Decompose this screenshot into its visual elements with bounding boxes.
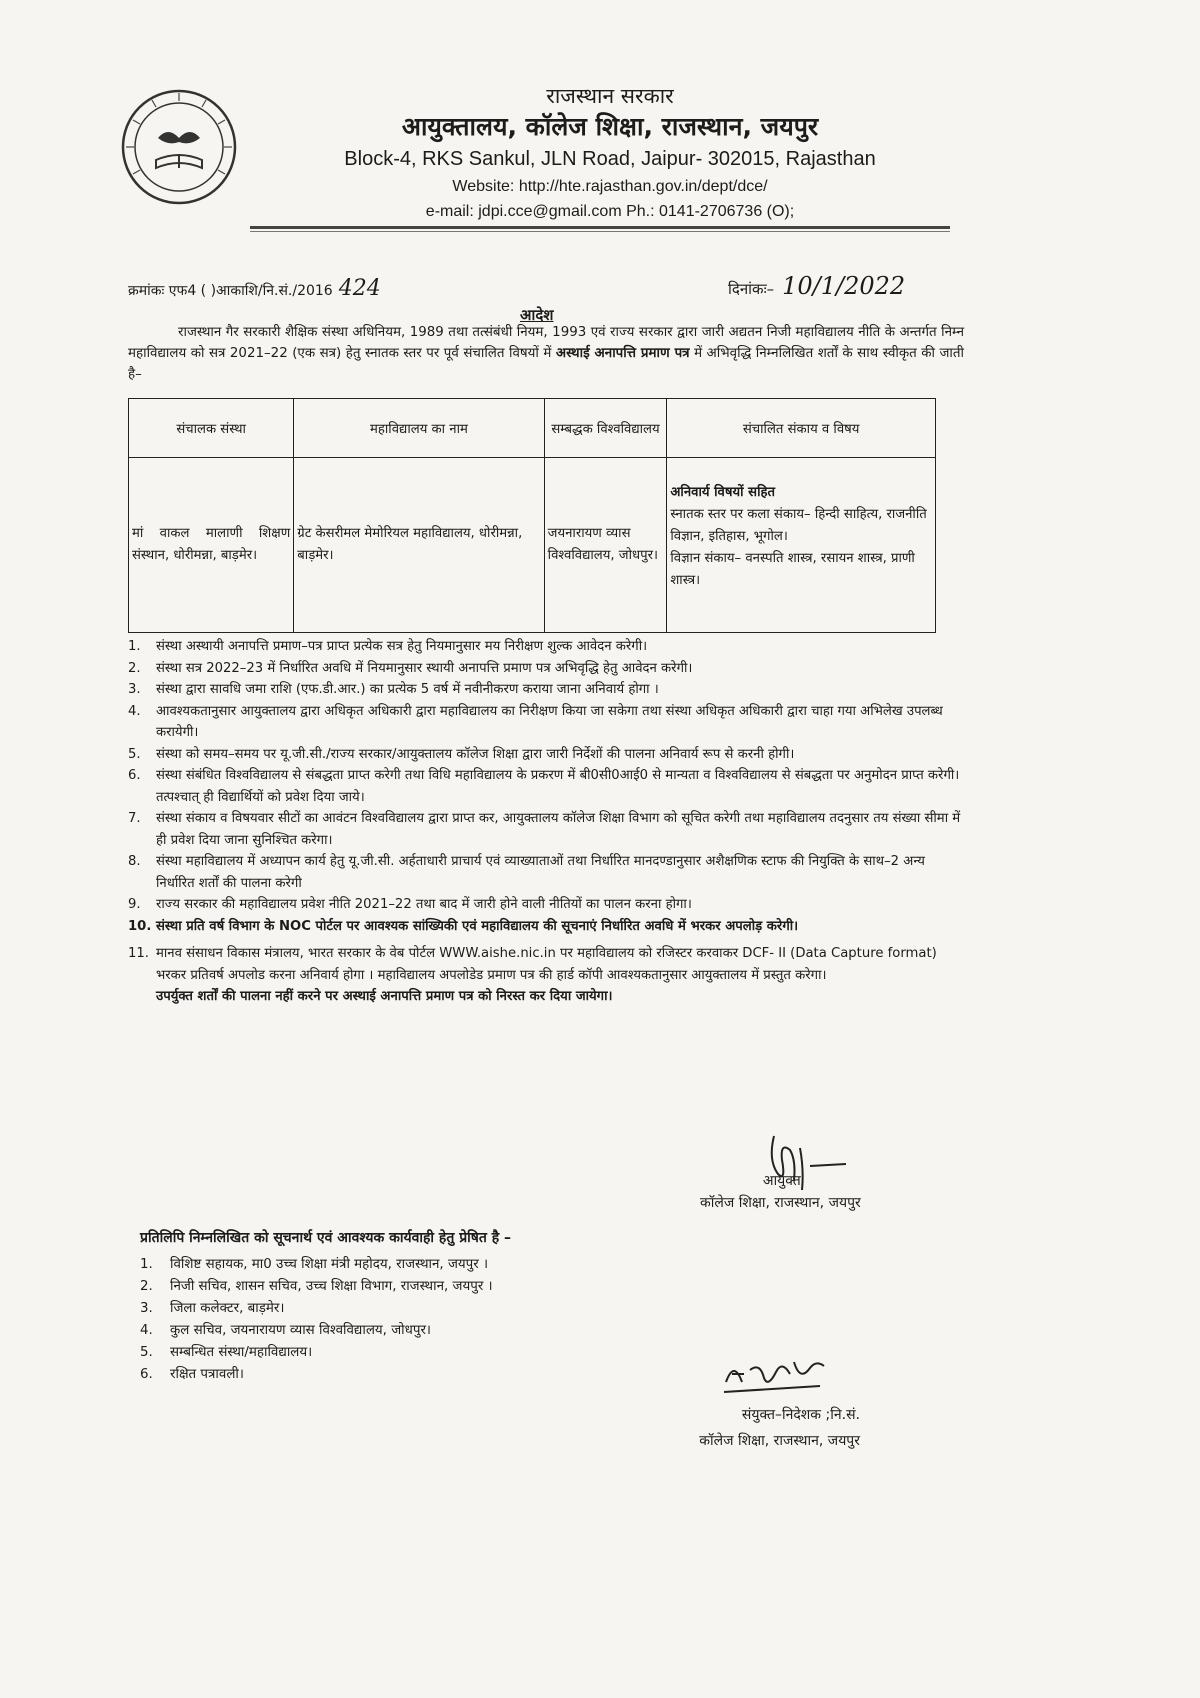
item-number: 6. xyxy=(128,768,141,783)
government-name: राजस्थान सरकार xyxy=(546,84,674,108)
item-text: जिला कलेक्टर, बाड़मेर। xyxy=(170,1301,285,1316)
item-text: सम्बन्धित संस्था/महाविद्यालय। xyxy=(170,1345,313,1360)
item-text: रक्षित पत्रावली। xyxy=(170,1367,244,1382)
order-title: आदेश xyxy=(520,306,554,324)
date-handwritten: 10/1/2022 xyxy=(782,272,906,300)
order-date xyxy=(728,272,905,300)
signatory2-office: कॉलेज शिक्षा, राजस्थान, जयपुर xyxy=(699,1433,860,1449)
item-text: संस्था द्वारा सावधि जमा राशि (एफ.डी.आर.) का प्रत्येक 5 वर्ष में नवीनीकरण कराया जाना अनिवार्य होगा । xyxy=(156,682,659,697)
college-details-table xyxy=(128,398,936,633)
list-item xyxy=(140,1298,493,1320)
list-item xyxy=(140,1342,493,1364)
item-number: 5. xyxy=(140,1345,153,1360)
list-item xyxy=(128,658,964,680)
joint-director-signature-icon xyxy=(720,1352,830,1398)
copy-heading: प्रतिलिपि निम्नलिखित को सूचनार्थ एवं आवश्यक कार्यवाही हेतु प्रेषित है – xyxy=(140,1230,512,1246)
commissioner-designation xyxy=(700,1170,861,1214)
header-divider-thin xyxy=(250,231,950,232)
joint-director-designation xyxy=(600,1402,860,1454)
item-number: 8. xyxy=(128,854,141,869)
signatory1-office: कॉलेज शिक्षा, राजस्थान, जयपुर xyxy=(700,1195,861,1211)
item-number: 11. xyxy=(128,946,149,961)
reference-label: क्रमांकः एफ4 ( )आकाशि/नि.सं./2016 xyxy=(128,283,333,299)
item-text: निजी सचिव, शासन सचिव, उच्च शिक्षा विभाग, राजस्थान, जयपुर । xyxy=(170,1279,493,1294)
item-number: 10. xyxy=(128,918,152,934)
list-item xyxy=(128,636,964,658)
header-divider xyxy=(250,226,950,229)
subjects-title: अनिवार्य विषयों सहित xyxy=(670,485,776,500)
list-item xyxy=(128,916,964,938)
item-number: 6. xyxy=(140,1367,153,1382)
item-text: संस्था सत्र 2022–23 में निर्धारित अवधि में नियमानुसार स्थायी अनापत्ति प्रमाण पत्र अभिवृद्धि हेतु आवेदन करेगी। xyxy=(156,660,693,676)
subjects-arts: स्नातक स्तर पर कला संकाय– हिन्दी साहित्य, राजनीति विज्ञान, इतिहास, भूगोल। xyxy=(670,507,927,544)
list-item xyxy=(128,851,964,894)
item-text: संस्था को समय–समय पर यू.जी.सी./राज्य सरकार/आयुक्तालय कॉलेज शिक्षा द्वारा जारी निर्देशों की पालना अनिवार्य रूप से करनी होगी। xyxy=(156,746,795,762)
header-society: संचालक संस्था xyxy=(129,399,294,458)
item-number: 7. xyxy=(128,811,141,826)
order-text-bold: अस्थाई अनापत्ति प्रमाण पत्र xyxy=(555,346,690,361)
signatory2-title: संयुक्त–निदेशक ;नि.सं. xyxy=(741,1407,860,1423)
list-item xyxy=(140,1364,493,1386)
list-item xyxy=(128,765,964,808)
list-item xyxy=(128,744,964,766)
item-text: संस्था प्रति वर्ष विभाग के NOC पोर्टल पर आवश्यक सांख्यिकी एवं महाविद्यालय की सूचनाएं निर्धारित अवधि में भरकर अपलोड़ करेगी। xyxy=(156,918,799,934)
item-number: 4. xyxy=(128,703,141,719)
letterhead xyxy=(300,82,920,224)
item-number: 1. xyxy=(128,639,141,654)
item-number: 1. xyxy=(140,1257,153,1272)
item-number: 4. xyxy=(140,1323,153,1338)
date-label: दिनांकः– xyxy=(728,280,775,298)
table-row xyxy=(129,458,936,633)
office-name: आयुक्तालय, कॉलेज शिक्षा, राजस्थान, जयपुर xyxy=(401,112,819,141)
order-text-part2: में अभिवृद्धि निम्नलिखित शर्तों के साथ स्वीकृत की जाती है– xyxy=(128,346,964,382)
item-number: 2. xyxy=(140,1279,153,1294)
list-item xyxy=(140,1276,493,1298)
conditions-list xyxy=(128,636,964,1008)
list-item xyxy=(128,943,964,986)
reference-handwritten-number: 424 xyxy=(338,276,381,301)
signatory1-title: आयुक्त xyxy=(762,1173,801,1189)
cell-subjects xyxy=(667,458,936,633)
item-text: विशिष्ट सहायक, मा0 उच्च शिक्षा मंत्री महोदय, राजस्थान, जयपुर । xyxy=(170,1257,489,1272)
order-paragraph xyxy=(128,322,964,385)
header-university: सम्बद्धक विश्वविद्यालय xyxy=(544,399,667,458)
item-number: 2. xyxy=(128,660,141,676)
cell-university: जयनारायण व्यास विश्वविद्यालय, जोधपुर। xyxy=(544,458,667,633)
item-text: संस्था संबंधित विश्वविद्यालय से संबद्धता प्राप्त करेगी तथा विधि महाविद्यालय के प्रकरण में बी0सी0आई0 से मान्यता व विश्वविद्यालय से संबद्धता पर अनुमोदन प्राप्त करेगी। तत्पश्चात् ही विद्यार्थियों को प्रवेश दिया जाये। xyxy=(156,768,960,805)
order-text-part1: राजस्थान गैर सरकारी शैक्षिक संस्था अधिनियम, 1989 तथा तत्संबंधी नियम, 1993 एवं राज्य सरकार द्वारा जारी अद्यतन निजी महाविद्यालय नीति के अन्तर्गत निम्न महाविद्यालय को सत्र 2021–22 (एक सत्र) हेतु स्नातक स्तर पर पूर्व संचालित विषयों में xyxy=(128,325,964,361)
item-number: 9. xyxy=(128,897,141,912)
final-note: उपर्युक्त शर्तों की पालना नहीं करने पर अस्थाई अनापत्ति प्रमाण पत्र को निरस्त कर दिया जायेगा। xyxy=(156,989,613,1004)
list-item xyxy=(140,1320,493,1342)
item-text: मानव संसाधन विकास मंत्रालय, भारत सरकार के वेब पोर्टल WWW.aishe.nic.in पर महाविद्यालय को रजिस्टर करवाकर DCF- II (Data Capture format) भरकर प्रतिवर्ष अपलोड करना अनिवार्य होगा । महाविद्यालय अपलोडेड प्रमाण पत्र की हार्ड कॉपी आवश्यकतानुसार आयुक्तालय में प्रस्तुत करेगा। xyxy=(156,946,937,983)
list-item xyxy=(140,1254,493,1276)
item-number: 3. xyxy=(140,1301,153,1316)
government-seal-icon xyxy=(120,88,238,206)
item-text: संस्था अस्थायी अनापत्ति प्रमाण–पत्र प्राप्त प्रत्येक सत्र हेतु नियमानुसार मय निरीक्षण शुल्क आवेदन करेगी। xyxy=(156,639,648,654)
office-contact: e-mail: jdpi.cce@gmail.com Ph.: 0141-2706736 (O); xyxy=(425,203,795,220)
reference-number xyxy=(128,276,381,301)
cell-society: मां वाकल मालाणी शिक्षण संस्थान, धोरीमन्ना, बाड़मेर। xyxy=(129,458,294,633)
list-item xyxy=(128,679,964,701)
copy-list xyxy=(140,1254,493,1386)
office-address: Block-4, RKS Sankul, JLN Road, Jaipur- 302015, Rajasthan xyxy=(344,148,876,170)
item-text: संस्था महाविद्यालय में अध्यापन कार्य हेतु यू.जी.सी. अर्हताधारी प्राचार्य एवं व्याख्याताओं तथा निर्धारित मानदण्डानुसार अशैक्षणिक स्टाफ की नियुक्ति के साथ–2 अन्य निर्धारित शर्तों की पालना करेगी xyxy=(156,854,925,891)
office-website: Website: http://hte.rajasthan.gov.in/dept/dce/ xyxy=(452,178,768,195)
table-header-row xyxy=(129,399,936,458)
item-number: 5. xyxy=(128,746,141,762)
item-text: कुल सचिव, जयनारायण व्यास विश्वविद्यालय, जोधपुर। xyxy=(170,1323,431,1338)
cell-college: ग्रेट केसरीमल मेमोरियल महाविद्यालय, धोरीमन्ना, बाड़मेर। xyxy=(294,458,544,633)
list-item xyxy=(128,701,964,744)
item-text: राज्य सरकार की महाविद्यालय प्रवेश नीति 2021–22 तथा बाद में जारी होने वाली नीतियों का पालन करना होगा। xyxy=(156,897,692,912)
item-number: 3. xyxy=(128,682,141,697)
subjects-science: विज्ञान संकाय– वनस्पति शास्त्र, रसायन शास्त्र, प्राणी शास्त्र। xyxy=(670,551,915,588)
item-text: संस्था संकाय व विषयवार सीटों का आवंटन विश्वविद्यालय द्वारा प्राप्त कर, आयुक्तालय कॉलेज शिक्षा विभाग को सूचित करेगी तथा महाविद्यालय तदनुसार तय संख्या सीमा में ही प्रवेश दिया जाना सुनिश्चित करेगा। xyxy=(156,811,961,848)
list-item xyxy=(128,808,964,851)
item-text: आवश्यकतानुसार आयुक्तालय द्वारा अधिकृत अधिकारी द्वारा महाविद्यालय का निरीक्षण किया जा सकेगा तथा संस्था अधिकृत अधिकारी द्वारा चाहा गया अभिलेख उपलब्ध करायेगी। xyxy=(156,703,943,740)
list-item xyxy=(128,894,964,916)
header-subjects: संचालित संकाय व विषय xyxy=(667,399,936,458)
header-college: महाविद्यालय का नाम xyxy=(294,399,544,458)
